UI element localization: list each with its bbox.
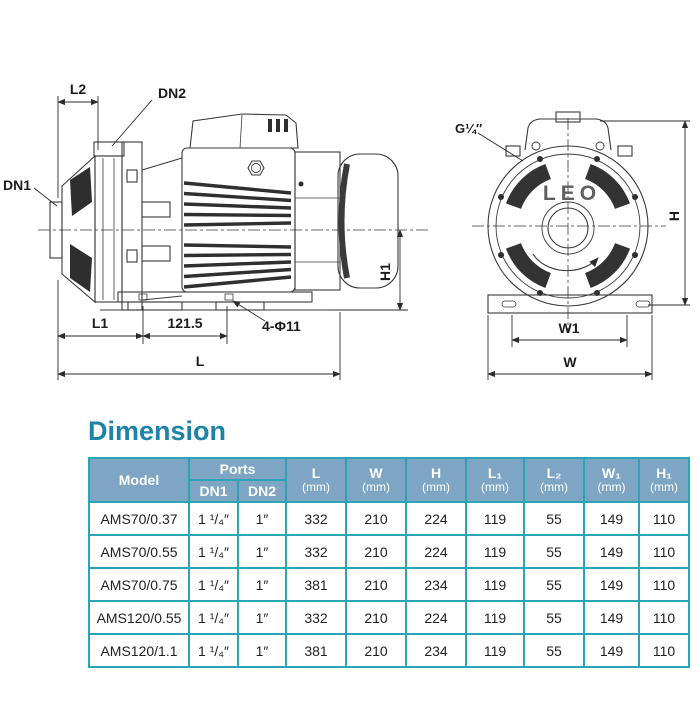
- cell-w1: 149: [584, 634, 639, 667]
- col-header-h1: [639, 458, 689, 502]
- col-header-l1: [466, 458, 524, 502]
- col-header-h-symbol: H: [430, 465, 442, 482]
- cell-h: 224: [406, 502, 466, 535]
- dim-label-l: L: [195, 353, 205, 369]
- col-header-l-symbol: L: [311, 465, 321, 482]
- cell-h: 234: [406, 634, 466, 667]
- dim-label-l1: L1: [91, 315, 109, 331]
- cell-l1: 119: [466, 535, 524, 568]
- cell-l2: 55: [524, 601, 584, 634]
- cell-l1: 119: [466, 568, 524, 601]
- dim-label-dn1: DN1: [3, 177, 32, 193]
- header-row-1: [89, 458, 689, 480]
- dim-label-w1: W1: [558, 320, 580, 336]
- col-header-w1: [584, 458, 639, 502]
- col-header-w: [346, 458, 406, 502]
- cell-h1: 110: [639, 601, 689, 634]
- cell-model: AMS70/0.55: [89, 535, 189, 568]
- cell-h: 234: [406, 568, 466, 601]
- col-header-model: Model: [89, 458, 189, 502]
- dim-label-l2: L2: [69, 81, 87, 97]
- front-view-drawing: [472, 112, 666, 332]
- cell-l2: 55: [524, 634, 584, 667]
- cell-l1: 119: [466, 634, 524, 667]
- cell-dn2: 1″: [238, 568, 286, 601]
- cell-dn1: 1 ¹/₄″: [189, 568, 238, 601]
- cell-model: AMS120/1.1: [89, 634, 189, 667]
- cell-w: 210: [346, 601, 406, 634]
- table-row: [89, 535, 689, 568]
- motor-fins: [184, 183, 291, 287]
- col-header-l2-unit: (mm): [540, 480, 568, 495]
- table-row: [89, 634, 689, 667]
- cell-model: AMS70/0.75: [89, 568, 189, 601]
- cell-w: 210: [346, 535, 406, 568]
- cell-dn2: 1″: [238, 601, 286, 634]
- cell-l: 332: [286, 502, 346, 535]
- col-header-h: [406, 458, 466, 502]
- cell-l1: 119: [466, 502, 524, 535]
- cell-model: AMS70/0.37: [89, 502, 189, 535]
- col-header-w1-unit: (mm): [597, 480, 626, 495]
- cell-l: 332: [286, 601, 346, 634]
- cell-l: 332: [286, 535, 346, 568]
- cell-w1: 149: [584, 535, 639, 568]
- dim-label-w: W: [563, 354, 577, 370]
- dim-label-holes: 4-Φ11: [262, 318, 301, 334]
- table-row: [89, 568, 689, 601]
- cell-w: 210: [346, 634, 406, 667]
- cell-l: 381: [286, 634, 346, 667]
- cell-w: 210: [346, 502, 406, 535]
- cell-l2: 55: [524, 535, 584, 568]
- col-header-w-unit: (mm): [362, 480, 390, 495]
- cell-h1: 110: [639, 568, 689, 601]
- col-header-h1-unit: (mm): [650, 480, 678, 495]
- cell-h1: 110: [639, 535, 689, 568]
- col-header-ports: Ports: [189, 458, 286, 480]
- dimension-table: [88, 457, 690, 668]
- cell-w: 210: [346, 568, 406, 601]
- col-header-l2-symbol: L₂: [546, 465, 562, 482]
- cell-h: 224: [406, 535, 466, 568]
- col-header-l: [286, 458, 346, 502]
- cell-w1: 149: [584, 568, 639, 601]
- cell-dn2: 1″: [238, 634, 286, 667]
- col-header-l1-symbol: L₁: [487, 465, 503, 482]
- col-header-h1-symbol: H₁: [656, 465, 672, 482]
- dim-label-h1: H1: [377, 263, 393, 281]
- col-header-h-unit: (mm): [422, 480, 450, 495]
- cell-l2: 55: [524, 502, 584, 535]
- cell-model: AMS120/0.55: [89, 601, 189, 634]
- cell-h1: 110: [639, 634, 689, 667]
- cell-dn2: 1″: [238, 502, 286, 535]
- dim-label-dn2: DN2: [157, 85, 187, 101]
- col-header-l-unit: (mm): [302, 480, 330, 495]
- col-header-l2: [524, 458, 584, 502]
- cell-dn1: 1 ¹/₄″: [189, 535, 238, 568]
- front-view-dimensions: [455, 121, 690, 380]
- cell-dn2: 1″: [238, 535, 286, 568]
- side-view-drawing: [38, 114, 430, 310]
- table-row: [89, 502, 689, 535]
- col-header-l1-unit: (mm): [481, 480, 509, 495]
- dim-label-h: H: [666, 210, 682, 222]
- col-header-w1-symbol: W₁: [602, 465, 622, 482]
- leo-logo: LEO: [542, 182, 602, 205]
- cell-dn1: 1 ¹/₄″: [189, 502, 238, 535]
- cell-l: 381: [286, 568, 346, 601]
- col-header-dn1: DN1: [189, 480, 238, 502]
- cell-dn1: 1 ¹/₄″: [189, 601, 238, 634]
- cell-l2: 55: [524, 568, 584, 601]
- side-view-dimensions: [3, 81, 408, 380]
- dim-label-g-port: G¼″: [455, 121, 483, 136]
- table-row: [89, 601, 689, 634]
- cell-h: 224: [406, 601, 466, 634]
- dim-label-121-5: 121.5: [167, 315, 203, 331]
- col-header-w-symbol: W: [369, 465, 383, 482]
- cell-dn1: 1 ¹/₄″: [189, 634, 238, 667]
- col-header-dn2: DN2: [238, 480, 286, 502]
- cell-w1: 149: [584, 502, 639, 535]
- cell-l1: 119: [466, 601, 524, 634]
- cell-w1: 149: [584, 601, 639, 634]
- section-title: Dimension: [88, 416, 227, 446]
- cell-h1: 110: [639, 502, 689, 535]
